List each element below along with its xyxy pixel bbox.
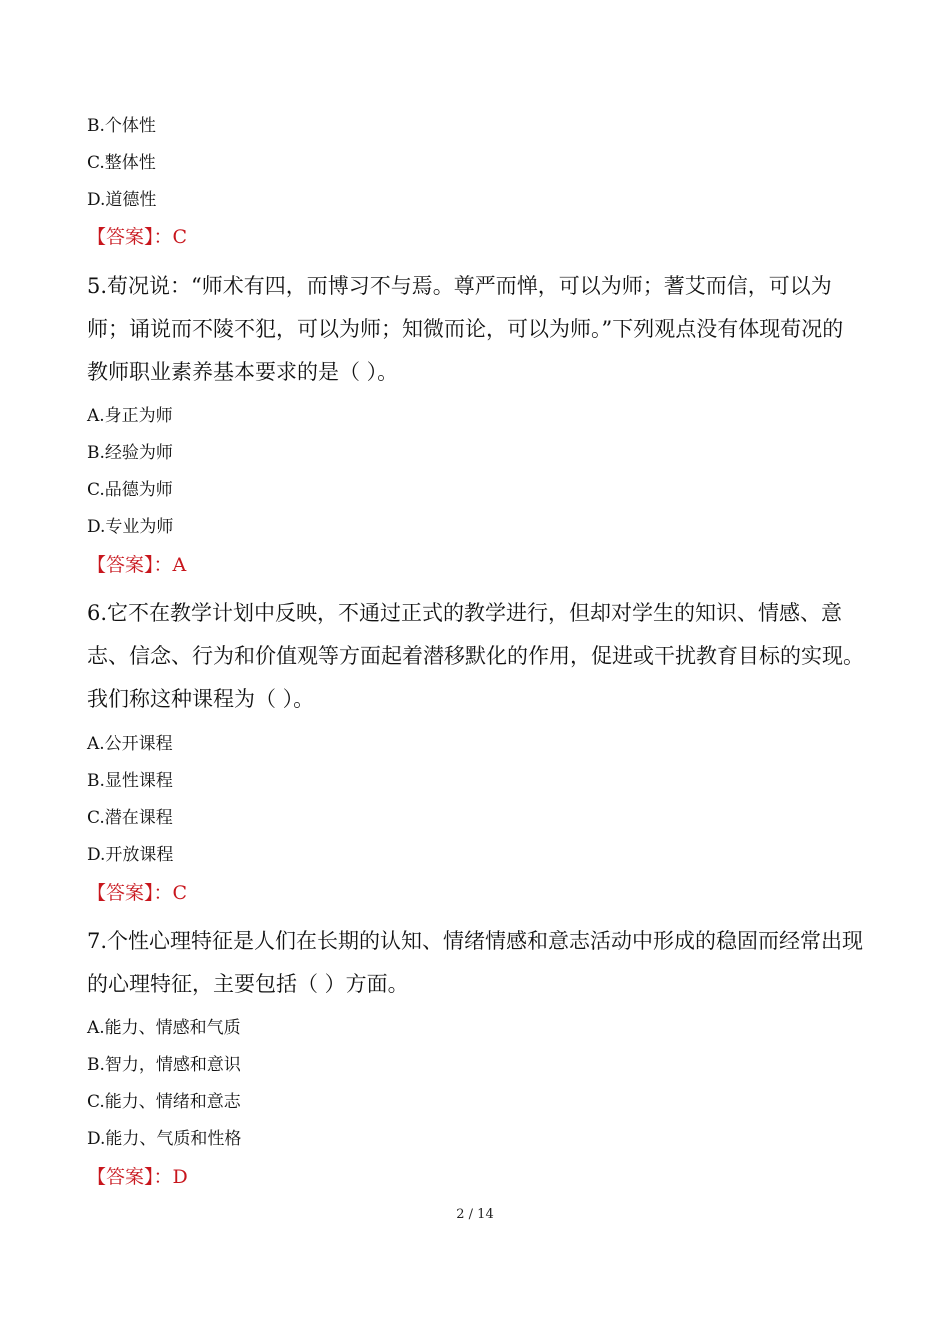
option-d: D.能力、气质和性格 [87,1129,242,1149]
question-6-text: 6.它不在教学计划中反映，不通过正式的教学进行，但却对学生的知识、情感、意志、信念、行为和价值观等方面起着潜移默化的作用，促进或干扰教育目标的实现。我们称这种课程为（ ）。 [87,601,864,711]
option-d: D.道德性 [87,190,157,210]
answer-label: 【答案】： [87,226,173,248]
option-d: D.开放课程 [87,845,174,865]
answer-value: C [172,226,188,248]
option-a: A.公开课程 [87,734,173,754]
answer-line [87,1165,864,1189]
answer-label: 【答案】： [87,554,173,576]
option-b: B.经验为师 [87,443,173,463]
option-d: D.专业为师 [87,517,174,537]
option-b: B.智力，情感和意识 [87,1055,241,1075]
question-7-text: 7.个性心理特征是人们在长期的认知、情绪情感和意志活动中形成的稳固而经常出现的心理特征，主要包括（ ）方面。 [87,929,864,996]
page-number: 2 / 14 [456,1207,494,1222]
answer-label: 【答案】： [87,882,173,904]
answer-line [87,553,864,577]
option-c: C.品德为师 [87,480,173,500]
option-a: A.能力、情感和气质 [87,1018,241,1038]
answer-value: D [172,1166,188,1188]
answer-value: A [172,554,187,576]
option-c: C.能力、情绪和意志 [87,1092,241,1112]
question-5-text: 5.荀况说：“师术有四，而博习不与焉。尊严而惮，可以为师；蓍艾而信，可以为师；诵说而不陵不犯，可以为师；知微而论，可以为师。”下列观点没有体现荀况的教师职业素养基本要求的是（ ）。 [87,274,844,384]
option-b: B.显性课程 [87,771,173,791]
answer-line [87,225,864,249]
option-c: C.整体性 [87,153,156,173]
option-b: B.个体性 [87,116,156,136]
option-c: C.潜在课程 [87,808,173,828]
answer-label: 【答案】： [87,1166,173,1188]
answer-line [87,881,864,905]
option-a: A.身正为师 [87,406,173,426]
answer-value: C [172,882,188,904]
